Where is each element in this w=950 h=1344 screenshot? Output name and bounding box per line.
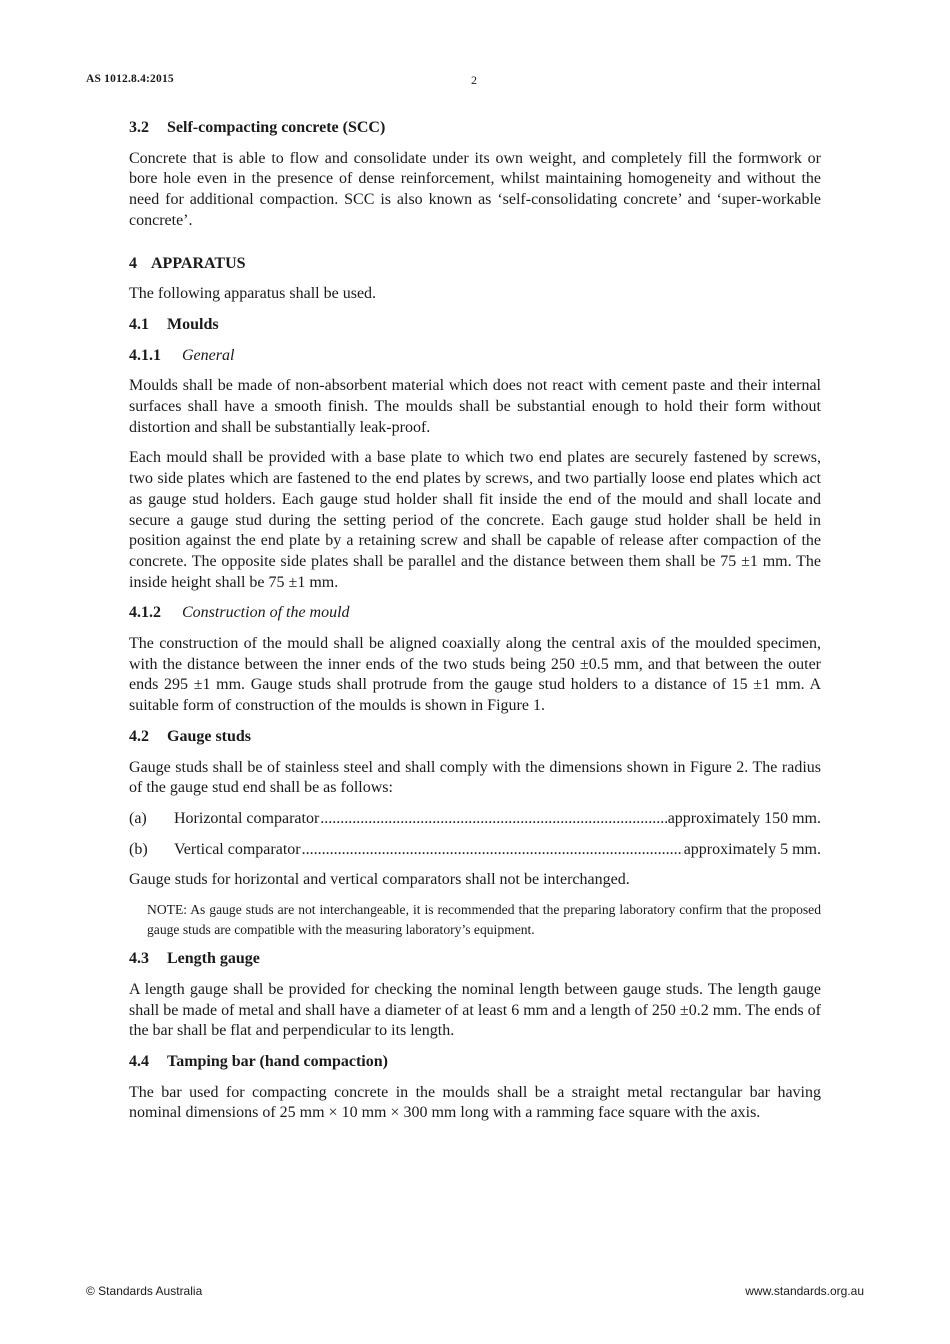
list-label: Vertical comparator (174, 840, 301, 858)
heading-title: APPARATUS (151, 254, 246, 272)
heading-4-1-2 (129, 603, 821, 624)
footer-copyright: © Standards Australia (86, 1284, 203, 1298)
heading-4-1 (129, 315, 821, 336)
heading-title: General (182, 346, 235, 364)
paragraph-scc-definition: Concrete that is able to flow and consolidate under its own weight, and completely fill the formwork or bore hole even in the presence of dense reinforcement, whilst maintaining homogeneity and without the need for additional compaction. SCC is also known as ‘self-consolidating concrete’ and ‘super-workable concrete’. (129, 149, 821, 229)
page-content (129, 118, 821, 1134)
list-value: approximately 150 mm. (667, 809, 821, 827)
heading-4 (129, 254, 821, 275)
heading-4-2 (129, 727, 821, 748)
list-label: Horizontal comparator (174, 809, 320, 827)
heading-title: Tamping bar (hand compaction) (167, 1052, 388, 1070)
paragraph-gauge-studs-interchange: Gauge studs for horizontal and vertical comparators shall not be interchanged. (129, 871, 630, 889)
list-item (129, 840, 821, 861)
heading-number: 4.2 (129, 727, 149, 745)
heading-title: Moulds (167, 315, 219, 333)
paragraph-gauge-studs: Gauge studs shall be of stainless steel and shall comply with the dimensions shown in Figure 2. The radius of the gauge stud end shall be as follows: (129, 758, 821, 797)
page-number: 2 (471, 73, 477, 87)
list-marker: (b) (129, 840, 148, 858)
heading-number: 3.2 (129, 119, 149, 136)
heading-number: 4.1.1 (129, 346, 161, 364)
heading-title: Gauge studs (167, 727, 252, 745)
dot-leader (302, 840, 683, 861)
heading-number: 4 (129, 254, 137, 272)
heading-4-4 (129, 1052, 821, 1073)
heading-number: 4.1 (129, 315, 149, 333)
dot-leader (320, 809, 666, 830)
heading-title: Length gauge (167, 950, 260, 968)
paragraph-mould-construction: The construction of the mould shall be aligned coaxially along the central axis of the moulded specimen, with the distance between the inner ends of the two studs being 250 ±0.5 mm, and that between the outer ends 295 ±1 mm. Gauge studs shall protrude from the gauge stud holders to a distance of 15 ±1 mm. A suitable form of construction of the moulds is shown in Figure 1. (129, 635, 821, 715)
heading-number: 4.4 (129, 1052, 149, 1070)
paragraph-moulds-material: Moulds shall be made of non-absorbent material which does not react with cement paste and their internal surfaces shall have a smooth finish. The moulds shall be substantial enough to hold their form without distortion and shall be substantially leak-proof. (129, 377, 821, 436)
paragraph-apparatus-intro: The following apparatus shall be used. (129, 285, 377, 303)
heading-4-3 (129, 949, 821, 970)
heading-title: Self-compacting concrete (SCC) (167, 119, 386, 136)
note: NOTE: As gauge studs are not interchangeable, it is recommended that the preparing laboratory confirm that the proposed gauge studs are compatible with the measuring laboratory’s equipment. (147, 902, 821, 937)
document-id: AS 1012.8.4:2015 (86, 73, 174, 85)
list-marker: (a) (129, 809, 147, 827)
paragraph-mould-plates: Each mould shall be provided with a base plate to which two end plates are securely fastened by screws, two side plates which are fastened to the end plates by screws, and two partially loose end plates which act as gauge stud holders. Each gauge stud holder shall fit inside the end of the mould and shall locate and secure a gauge stud during the setting period of the concrete. Each gauge stud holder shall be held in position against the end plate by a retaining screw and shall be capable of release after compaction of the concrete. The opposite side plates shall be parallel and the distance between them shall be 75 ±1 mm. The inside height shall be 75 ±1 mm. (129, 449, 821, 591)
heading-4-1-1 (129, 346, 821, 367)
paragraph-tamping-bar: The bar used for compacting concrete in the moulds shall be a straight metal rectangular bar having nominal dimensions of 25 mm × 10 mm × 300 mm long with a ramming face square with the axis. (129, 1083, 821, 1122)
heading-title: Construction of the mould (182, 604, 350, 622)
heading-3-2 (129, 118, 821, 139)
heading-number: 4.1.2 (129, 604, 161, 622)
heading-number: 4.3 (129, 950, 149, 968)
paragraph-length-gauge: A length gauge shall be provided for checking the nominal length between gauge studs. The length gauge shall be made of metal and shall have a diameter of at least 6 mm and a length of 250 ±0.2 mm. The ends of the bar shall be flat and perpendicular to its length. (129, 980, 821, 1040)
footer-website-link[interactable]: www.standards.org.au (745, 1284, 864, 1298)
list-value: approximately 5 mm. (683, 840, 821, 858)
list-item (129, 809, 821, 830)
